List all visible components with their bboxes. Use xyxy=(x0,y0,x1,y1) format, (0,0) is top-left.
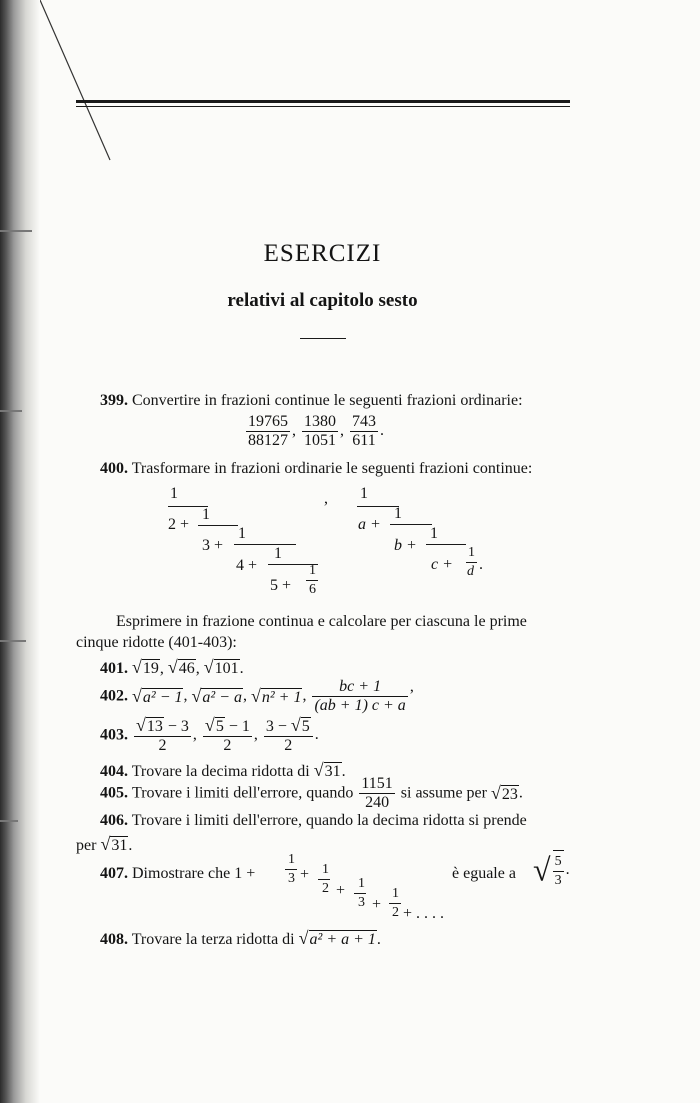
exercise-text: Trovare la decima ridotta di xyxy=(131,763,310,780)
cf-term: c + xyxy=(431,556,453,573)
fraction: $\frac{1151}{240}$ xyxy=(361,775,393,811)
cf-term: 1 xyxy=(358,876,365,891)
fraction-bar xyxy=(198,525,238,526)
radical: √46 xyxy=(167,657,195,677)
exercise-number: 407. xyxy=(100,865,128,882)
page-title: ESERCIZI xyxy=(263,240,382,267)
scan-speck xyxy=(0,230,32,232)
cf-term: 1 xyxy=(430,525,438,542)
cf-term: + . . . . xyxy=(403,905,445,922)
radical: √a² − a xyxy=(191,686,242,706)
fraction-bar xyxy=(389,903,401,904)
header-rule-thick xyxy=(76,100,570,103)
cf-term: + xyxy=(300,866,310,883)
cf-term: 1 xyxy=(394,505,402,522)
separator: , xyxy=(324,490,328,507)
cf-term: b + xyxy=(394,537,417,554)
scan-shadow-left-edge xyxy=(0,0,40,1103)
fraction: $\frac{743}{611}$ xyxy=(352,413,376,449)
fraction-bar xyxy=(354,893,366,894)
cf-term: 1 xyxy=(238,525,246,542)
exercise-407 xyxy=(100,865,255,883)
fraction-bar xyxy=(466,562,477,563)
cf-term: 6 xyxy=(309,582,316,597)
radical: √31 xyxy=(100,834,128,854)
fraction: $\frac{bc + 1}{(ab + 1) c + a}$ xyxy=(314,678,406,714)
exercise-number: 406. xyxy=(100,812,128,829)
scan-speck xyxy=(0,820,18,822)
fraction: $\frac{√5 - 1}{2}$ xyxy=(204,715,250,754)
cf-term: 1 xyxy=(274,545,282,562)
fraction-bar xyxy=(234,544,296,545)
cf-term: + xyxy=(372,896,382,913)
exercise-text: Trovare la terza ridotta di xyxy=(131,931,295,948)
exercise-number: 400. xyxy=(100,460,128,477)
exercise-number: 402. xyxy=(100,687,128,705)
cf-term: 1 xyxy=(468,545,475,560)
page-subtitle: relativi al capitolo sesto xyxy=(227,290,418,311)
fraction-bar xyxy=(357,506,399,507)
cf-term: 1 xyxy=(309,563,316,578)
header-rule-thin xyxy=(76,106,570,107)
fraction-bar xyxy=(285,869,297,870)
cf-term: . xyxy=(479,556,483,573)
fraction-bar xyxy=(306,580,318,581)
cf-term: 1 xyxy=(288,852,295,867)
exercise-number: 401. xyxy=(100,660,128,677)
cf-term: 2 xyxy=(322,881,329,896)
scan-speck xyxy=(0,410,22,412)
exercise-399-fractions: $\frac{19765}{88127}$ , $\frac{1380}{1051}$ , $\frac{743}{611}$ . xyxy=(248,413,384,449)
fraction: $\frac{√13 - 3}{2}$ xyxy=(136,715,189,754)
cf-term: 1 xyxy=(322,862,329,877)
radical: √23 xyxy=(490,783,518,803)
exercise-401: 401. √19, √46, √101. xyxy=(100,657,244,677)
cf-term: 2 + xyxy=(168,516,190,533)
fraction: $\frac{19765}{88127}$ xyxy=(248,413,288,449)
cf-term: 1 xyxy=(392,886,399,901)
radical: √ $\frac{5}{3}$ . xyxy=(533,851,570,888)
radical: √19 xyxy=(132,657,159,677)
radical: √a² + a + 1 xyxy=(298,928,376,948)
exercise-400 xyxy=(100,460,532,478)
exercise-number: 403. xyxy=(100,726,128,744)
exercise-403: 403. $\frac{√13 - 3}{2}$ , $\frac{√5 - 1}{2}$ , $\frac{3 - √5}{2}$ . xyxy=(100,715,319,754)
exercise-402: 402. √a² − 1, √a² − a, √n² + 1, $\frac{bc + 1}{(ab + 1) c + a}$ , xyxy=(100,678,414,714)
radical: √101 xyxy=(203,657,239,677)
exercise-number: 408. xyxy=(100,931,128,948)
cf-term: a + xyxy=(358,516,381,533)
cf-term: 1 + xyxy=(234,865,256,882)
exercise-404: 404. Trovare la decima ridotta di √31. xyxy=(100,760,346,780)
exercise-text: Dimostrare che xyxy=(132,865,231,882)
cf-term: d xyxy=(467,564,474,579)
radical: √a² − 1 xyxy=(132,686,183,706)
cf-term: 2 xyxy=(392,905,399,920)
exercise-number: 404. xyxy=(100,763,128,780)
exercise-text: Convertire in frazioni continue le seguenti frazioni ordinarie: xyxy=(132,392,523,409)
exercise-408: 408. Trovare la terza ridotta di √a² + a + 1. xyxy=(100,928,381,948)
cf-term: 1 xyxy=(360,485,368,502)
exercise-text: si assume per xyxy=(400,784,487,802)
exercise-number: 399. xyxy=(100,392,128,409)
fraction-bar xyxy=(390,524,432,525)
margin-pencil-stroke xyxy=(40,0,120,170)
cf-term: 1 xyxy=(202,506,210,523)
cf-term: 3 xyxy=(288,871,295,886)
exercise-text: Trasformare in frazioni ordinarie le seguenti frazioni continue: xyxy=(131,460,533,477)
exercise-text: per xyxy=(76,837,97,854)
intro-line-1: Esprimere in frazione continua e calcolare per ciascuna le prime xyxy=(116,613,527,630)
cf-term: 5 + xyxy=(270,577,292,594)
exercise-number: 405. xyxy=(100,784,128,802)
exercise-407-result xyxy=(452,865,516,883)
fraction-bar xyxy=(426,544,466,545)
fraction-bar xyxy=(318,879,330,880)
radical: √31 xyxy=(313,760,341,780)
title-separator xyxy=(300,338,346,339)
exercise-399 xyxy=(100,392,523,410)
cf-term: 3 xyxy=(358,895,365,910)
exercise-406 xyxy=(100,812,527,830)
cf-term: + xyxy=(336,882,346,899)
exercise-text: Trovare i limiti dell'errore, quando la decima ridotta si prende xyxy=(131,812,527,829)
exercise-406-cont: per √31. xyxy=(76,834,133,854)
exercise-text: Trovare i limiti dell'errore, quando xyxy=(132,784,354,802)
cf-term: 4 + xyxy=(236,557,258,574)
exercise-405: 405. Trovare i limiti dell'errore, quando $\frac{1151}{240}$ si assume per √23. xyxy=(100,775,523,811)
cf-term: 3 + xyxy=(202,537,224,554)
fraction: $\frac{1380}{1051}$ xyxy=(304,413,336,449)
radical: √n² + 1 xyxy=(250,686,302,706)
exercise-text: è eguale a xyxy=(452,865,516,882)
intro-line-2: cinque ridotte (401-403): xyxy=(76,634,237,651)
cf-term: 1 xyxy=(170,485,178,502)
scan-speck xyxy=(0,640,26,642)
fraction: $\frac{3 - √5}{2}$ xyxy=(264,716,313,755)
